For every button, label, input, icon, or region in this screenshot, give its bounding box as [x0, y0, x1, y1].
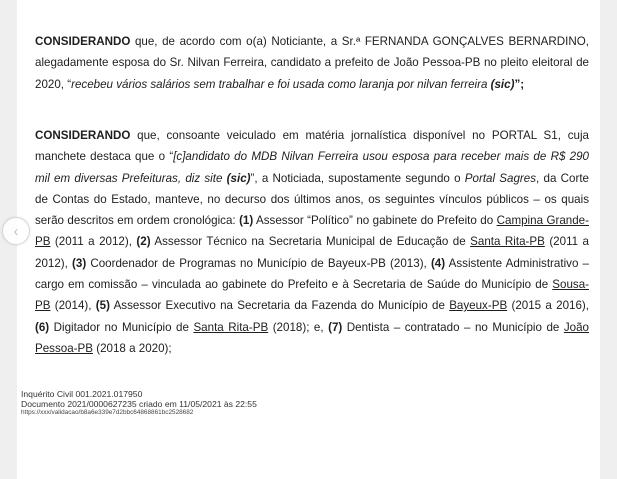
item-text: (2015 a 2016),: [507, 299, 589, 313]
paragraph-text: que, consoante veiculado em matéria jornalística disponível no PORTAL S1, cuja manchete destaca que o “: [35, 129, 589, 164]
chevron-left-icon[interactable]: ‹: [2, 217, 30, 245]
city-link: Santa Rita-PB: [470, 235, 545, 249]
headline-quote: [c]andidato do MDB Nilvan Ferreira usou esposa para receber mais de R$ 290 mil em diversas Prefeituras, diz site: [35, 150, 589, 185]
item-text: (2018 a 2020);: [93, 341, 172, 355]
considerando-label: CONSIDERANDO: [35, 35, 131, 48]
city-link: Bayeux-PB: [449, 299, 508, 313]
document-footer: [21, 389, 421, 417]
document-created-line: Documento 2021/0000627235 criado em 11/05/2021 às 22:55: [21, 399, 257, 409]
city-link: Campina Grande-PB: [35, 214, 589, 249]
item-text: Assessor Executivo na Secretaria da Fazenda do Município de: [109, 299, 450, 313]
sic-mark: (sic): [487, 77, 515, 91]
item-number: (5): [95, 299, 110, 313]
item-text: Assessor Técnico na Secretaria Municipal de Educação de: [150, 235, 471, 249]
paragraph-considerando-1: [35, 31, 589, 95]
item-text: Dentista – contratado – no Município de: [342, 320, 564, 334]
considerando-label: CONSIDERANDO: [35, 129, 131, 142]
inquerito-number: Inquérito Civil 001.2021.017950: [21, 389, 143, 399]
item-text: (2011 a 2012),: [35, 235, 590, 270]
item-text: (2014),: [50, 299, 96, 313]
sic-mark: (sic): [222, 171, 251, 185]
city-link: Santa Rita-PB: [193, 320, 269, 334]
source-name: Portal Sagres: [464, 171, 537, 185]
paragraph-text: , da Corte de Contas do Estado, manteve, no decurso dos últimos anos, os seguintes vínculos públicos – os quais serão descritos em ordem cronológica:: [35, 171, 589, 228]
validation-url: https://xxx/validacao/b8a6e339e7d2bbc64868861bc2528682: [21, 409, 194, 416]
paragraph-text: que, de acordo com o(a) Noticiante, a Sr.ª FERNANDA GONÇALVES BERNARDINO, alegadamente esposa do Sr. Nilvan Ferreira, candidato a prefeito de João Pessoa-PB no pleito eleitoral de 2020, “: [35, 35, 589, 91]
city-link: João Pessoa-PB: [35, 320, 589, 355]
quote-text: recebeu vários salários sem trabalhar e foi usada como laranja por nilvan ferreira: [71, 77, 488, 91]
item-text: Coordenador de Programas no Município de Bayeux-PB (2013),: [86, 256, 431, 270]
document-page: [17, 0, 600, 479]
item-number: (4): [430, 256, 446, 270]
paragraph-considerando-2: [35, 125, 589, 359]
item-number: (2): [136, 235, 151, 249]
item-text: Digitador no Município de: [49, 320, 194, 334]
quote-end: ”;: [514, 77, 525, 91]
paragraph-text: ”, a Noticiada, supostamente segundo o: [250, 171, 465, 185]
item-text: Assistente Administrativo – cargo em comissão – vinculada ao gabinete do Prefeito e à Secretaria de Saúde do Município de: [35, 256, 590, 292]
item-number: (3): [72, 256, 87, 270]
item-text: Assessor “Político” no gabinete do Prefeito do: [253, 214, 497, 228]
item-number: (7): [328, 320, 343, 334]
item-text: (2018); e,: [268, 320, 329, 334]
item-number: (6): [35, 320, 50, 334]
item-text: (2011 a 2012),: [50, 235, 137, 249]
city-link: Sousa-PB: [35, 278, 589, 313]
item-number: (1): [239, 214, 254, 228]
